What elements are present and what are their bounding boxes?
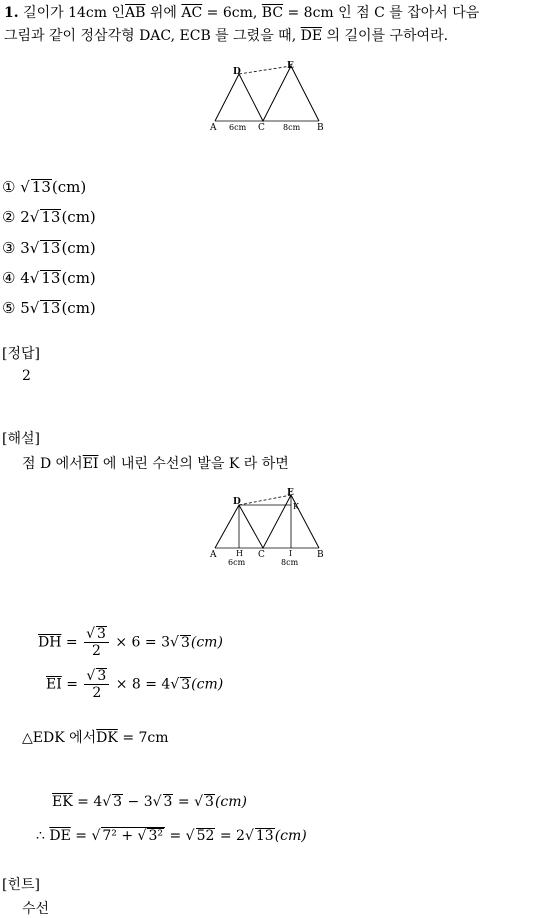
label-d: D xyxy=(233,67,241,77)
segment-ac: $\overline{AC}$ xyxy=(181,5,203,21)
label-d-2: D xyxy=(233,497,241,507)
label-e: E xyxy=(287,61,294,71)
segment-ei: $\overline{EI}$ xyxy=(82,456,99,472)
equation-ek: $\overline{EK} = 4√$ 3 − 3√ 3 = √ 3(cm) xyxy=(52,794,247,810)
hint-label: [힌트] xyxy=(2,877,40,893)
segment-bc: $\overline{BC}$ xyxy=(261,5,284,21)
label-e-2: E xyxy=(287,488,294,498)
solution-text: 점 D 에서$\overline{EI}$ 에 내린 수선의 발을 K 라 하면 xyxy=(22,456,289,472)
label-8cm: 8cm xyxy=(283,123,301,132)
choice-4[interactable]: ④ 4√ 13(cm) xyxy=(2,269,96,287)
label-i: I xyxy=(289,549,293,558)
choice-2[interactable]: ② 2√ 13(cm) xyxy=(2,208,96,226)
problem-number: 1. xyxy=(4,5,19,21)
hint-value: 수선 xyxy=(22,901,50,917)
equation-dh: $\overline{DH}$ = $\frac{√ 3}{2}$ × 6 = 3√ 3(cm) xyxy=(38,626,223,659)
problem-line-1: 1. 길이가 14cm 인$\overline{AB}$ 위에 $\overline{AC} = 6cm$, $\overline{BC} = 8cm$ 인 점 C 를 잡아서 다음 xyxy=(4,5,480,21)
figure-solution xyxy=(205,485,335,570)
label-k: K xyxy=(293,502,299,511)
answer-value: 2 xyxy=(22,368,31,384)
label-b: B xyxy=(317,123,324,133)
label-a-2: A xyxy=(210,550,217,560)
equation-dk: △EDK 에서$\overline{DK} = 7cm$ xyxy=(22,730,169,746)
label-b-2: B xyxy=(317,550,324,560)
label-a: A xyxy=(210,123,217,133)
figure-triangles xyxy=(205,58,335,138)
segment-de: $\overline{DE}$ xyxy=(300,28,323,44)
choice-5[interactable]: ⑤ 5√ 13(cm) xyxy=(2,299,96,317)
choice-1[interactable]: ① √ 13(cm) xyxy=(2,178,87,196)
label-6cm-2: 6cm xyxy=(228,558,246,567)
label-c: C xyxy=(258,123,265,133)
label-c-2: C xyxy=(258,550,265,560)
choice-3[interactable]: ③ 3√ 13(cm) xyxy=(2,239,96,257)
equation-de: ∴ $\overline{DE}$ = √ 7² + √ 3² = √ 52 = 2√ 13(cm) xyxy=(36,828,307,844)
equation-ei: $\overline{EI}$ = $\frac{√ 3}{2}$ × 8 = 4√ 3(cm) xyxy=(46,668,224,701)
solution-label: [해설] xyxy=(2,431,40,447)
problem-line-2: 그림과 같이 정삼각형 DAC, ECB 를 그렸을 때, $\overline{DE}$ 의 길이를 구하여라. xyxy=(4,28,449,44)
segment-ab: $\overline{AB}$ xyxy=(125,5,146,21)
answer-label: [정답] xyxy=(2,346,40,362)
label-8cm-2: 8cm xyxy=(281,558,299,567)
label-6cm: 6cm xyxy=(229,123,247,132)
label-h: H xyxy=(236,549,243,558)
